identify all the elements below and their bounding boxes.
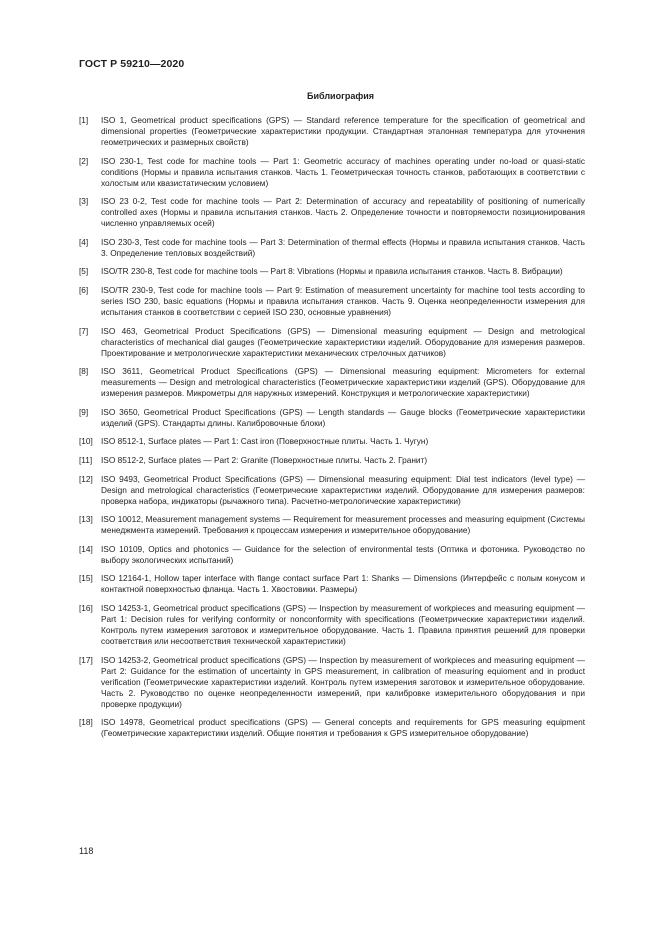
bibliography-item-number: [11] — [79, 454, 93, 465]
page-number: 118 — [79, 846, 94, 856]
bibliography-item-number: [3] — [79, 196, 89, 207]
bibliography-item-number: [5] — [79, 266, 89, 277]
bibliography-item-number: [8] — [79, 366, 89, 377]
bibliography-item — [79, 655, 585, 710]
bibliography-item-text: ISO 3650, Geometrical Product Specifications (GPS) — Length standards — Gauge blocks (Геометрические характеристики изделий (GPS). Стандарты длины. Калибровочные блоки) — [101, 406, 585, 428]
bibliography-item — [79, 573, 585, 595]
bibliography-item-number: [10] — [79, 436, 93, 447]
bibliography-item — [79, 514, 585, 536]
standard-code: ГОСТ Р 59210—2020 — [79, 58, 185, 70]
bibliography-item-text: ISO 230-3, Test code for machine tools — Part 3: Determination of thermal effects (Нормы и правила испытания станков. Часть 3. Определение тепловых воздействий) — [101, 236, 585, 258]
section-title: Библиография — [307, 91, 374, 101]
bibliography-item — [79, 603, 585, 647]
bibliography-item-text: ISO/TR 230-8, Test code for machine tools — Part 8: Vibrations (Нормы и правила испытания станков. Часть 8. Вибрации) — [101, 266, 563, 277]
bibliography-item-number: [9] — [79, 406, 89, 417]
bibliography-item-text: ISO 463, Geometrical Product Specifications (GPS) — Dimensional measuring equipment — Design and metrological characteristics of mechanical dial gauges (Геометрические характеристики изделий. Оборудование для измерения размеров. Проектирование и метрологические характеристики механических стрелочных датчиков) — [101, 325, 585, 358]
bibliography-item-text: ISO 12164-1, Hollow taper interface with flange contact surface Part 1: Shanks — Dimensions (Интерфейс с полым конусом и контактной поверхностью фланца. Часть 1. Хвостовики. Размеры) — [101, 573, 585, 595]
bibliography-item-number: [1] — [79, 115, 89, 125]
bibliography-item-number: [6] — [79, 284, 89, 295]
bibliography-item — [79, 436, 585, 447]
bibliography-item-number: [7] — [79, 325, 89, 336]
bibliography-item-number: [16] — [79, 602, 93, 613]
bibliography-item — [79, 455, 585, 466]
bibliography-item-number: [15] — [79, 573, 93, 584]
bibliography-item-number: [13] — [79, 514, 93, 525]
bibliography-item-text: ISO 14978, Geometrical product specifications (GPS) — General concepts and requirements for GPS measuring equipment (Геометрические характеристики изделий. Общие понятия и требования к GPS измерительное оборудование) — [101, 717, 585, 739]
bibliography-item-text: ISO 230-1, Test code for machine tools — Part 1: Geometric accuracy of machines operating under no-load or quasi-static conditions (Нормы и правила испытания станков. Часть 1. Геометрическая точность станков, работающих в соответствии с холостым или квазистатическим условием) — [101, 155, 585, 188]
bibliography-item — [79, 115, 585, 148]
bibliography-item — [79, 407, 585, 429]
bibliography-item — [79, 285, 585, 318]
bibliography-item-number: [17] — [79, 654, 93, 665]
bibliography-item-text: ISO 10012, Measurement management systems — Requirement for measurement processes and measuring equipment (Системы менеджмента измерений. Требования к процессам измерения и измерительное оборудование) — [101, 514, 585, 536]
bibliography-item-text: ISO/TR 230-9, Test code for machine tools — Part 9: Estimation of measurement uncertainty for machine tool tests according to series ISO 230, basic equations (Нормы и правила испытания станков. Часть 9. Оценка неопределенности измерения для испытания станков в соответствии с серией ISO 230, основные уравнения) — [101, 284, 585, 317]
bibliography-item — [79, 237, 585, 259]
bibliography-item-text: ISO 8512-1, Surface plates — Part 1: Cast iron (Поверхностные плиты. Часть 1. Чугун) — [101, 436, 429, 447]
bibliography-item-text: ISO 14253-2, Geometrical product specifications (GPS) — Inspection by measurement of workpieces and measuring equipment — Part 2: Guidance for the estimation of uncertainty in GPS measurement, in calibration of measuring equiоment and in product verification (Геометрические характеристики изделий. Контроль путем измерения заготовок и измерительное оборудование. Часть 2. Руководство по оценке неопределенности измерений, при калибровке измерительного оборудования и при проверке продукции) — [101, 654, 585, 709]
bibliography-item-text: ISO 1, Geometrical product specifications (GPS) — Standard reference temperature for the specification of geometrical and dimensional properties (Геометрические характеристики продукции. Стандартная эталонная температура для уточнения геометрических и размерных свойств) — [101, 115, 585, 147]
bibliography-item-text: ISO 3611, Geometrical Product Specifications (GPS) — Dimensional measuring equipment: Micrometers for external measurements — Design and metrological characteristics (Геометрические характеристики изделий (GPS). Оборудование для измерения размеров. Микрометры для наружных измерений. Конструкция и метрологические характеристики) — [101, 366, 585, 399]
bibliography-item-number: [18] — [79, 717, 93, 728]
bibliography-item-text: ISO 8512-2, Surface plates — Part 2: Granite (Поверхностные плиты. Часть 2. Гранит) — [101, 454, 428, 465]
bibliography-item-number: [12] — [79, 473, 93, 484]
bibliography-item — [79, 266, 585, 277]
bibliography-item — [79, 326, 585, 359]
bibliography-item — [79, 196, 585, 229]
bibliography-item — [79, 717, 585, 739]
bibliography-item — [79, 366, 585, 399]
bibliography-item — [79, 474, 585, 507]
bibliography-item-text: ISO 10109, Optics and photonics — Guidance for the selection of environmental tests (Оптика и фотоника. Руководство по выбору экологических испытаний) — [101, 543, 585, 565]
bibliography-item-text: ISO 23 0-2, Test code for machine tools — Part 2: Determination of accuracy and repeatability of positioning of numerically controlled axes (Нормы и правила испытания станков. Часть 2. Определение точности и повторяемости позиционирования численно управляемых осей) — [101, 196, 585, 229]
bibliography-item — [79, 544, 585, 566]
bibliography-item-number: [14] — [79, 543, 93, 554]
bibliography-item — [79, 156, 585, 189]
bibliography-item-text: ISO 9493, Geometrical Product Specifications (GPS) — Dimensional measuring equipment: Dial test indicators (level type) — Design and metrological characteristics (Геометрические характеристики изделий. Оборудование для измерения размеров: проверка набора, индикаторы (рычажного типа). Расчетно-метрологические характеристики) — [101, 473, 585, 506]
bibliography-item-text: ISO 14253-1, Geometrical product specifications (GPS) — Inspection by measurement of workpieces and measuring equipment — Part 1: Decision rules for verifying conformity or nonconformity with specifications (Геометрические характеристики изделий. Контроль путем измерения заготовок и измерительное оборудование. Часть 1. Правила принятия решений для проверки соответствия или несоответствия технической характеристики) — [101, 602, 585, 646]
bibliography-item-number: [4] — [79, 236, 89, 247]
bibliography-list — [79, 115, 585, 747]
bibliography-item-number: [2] — [79, 155, 89, 166]
